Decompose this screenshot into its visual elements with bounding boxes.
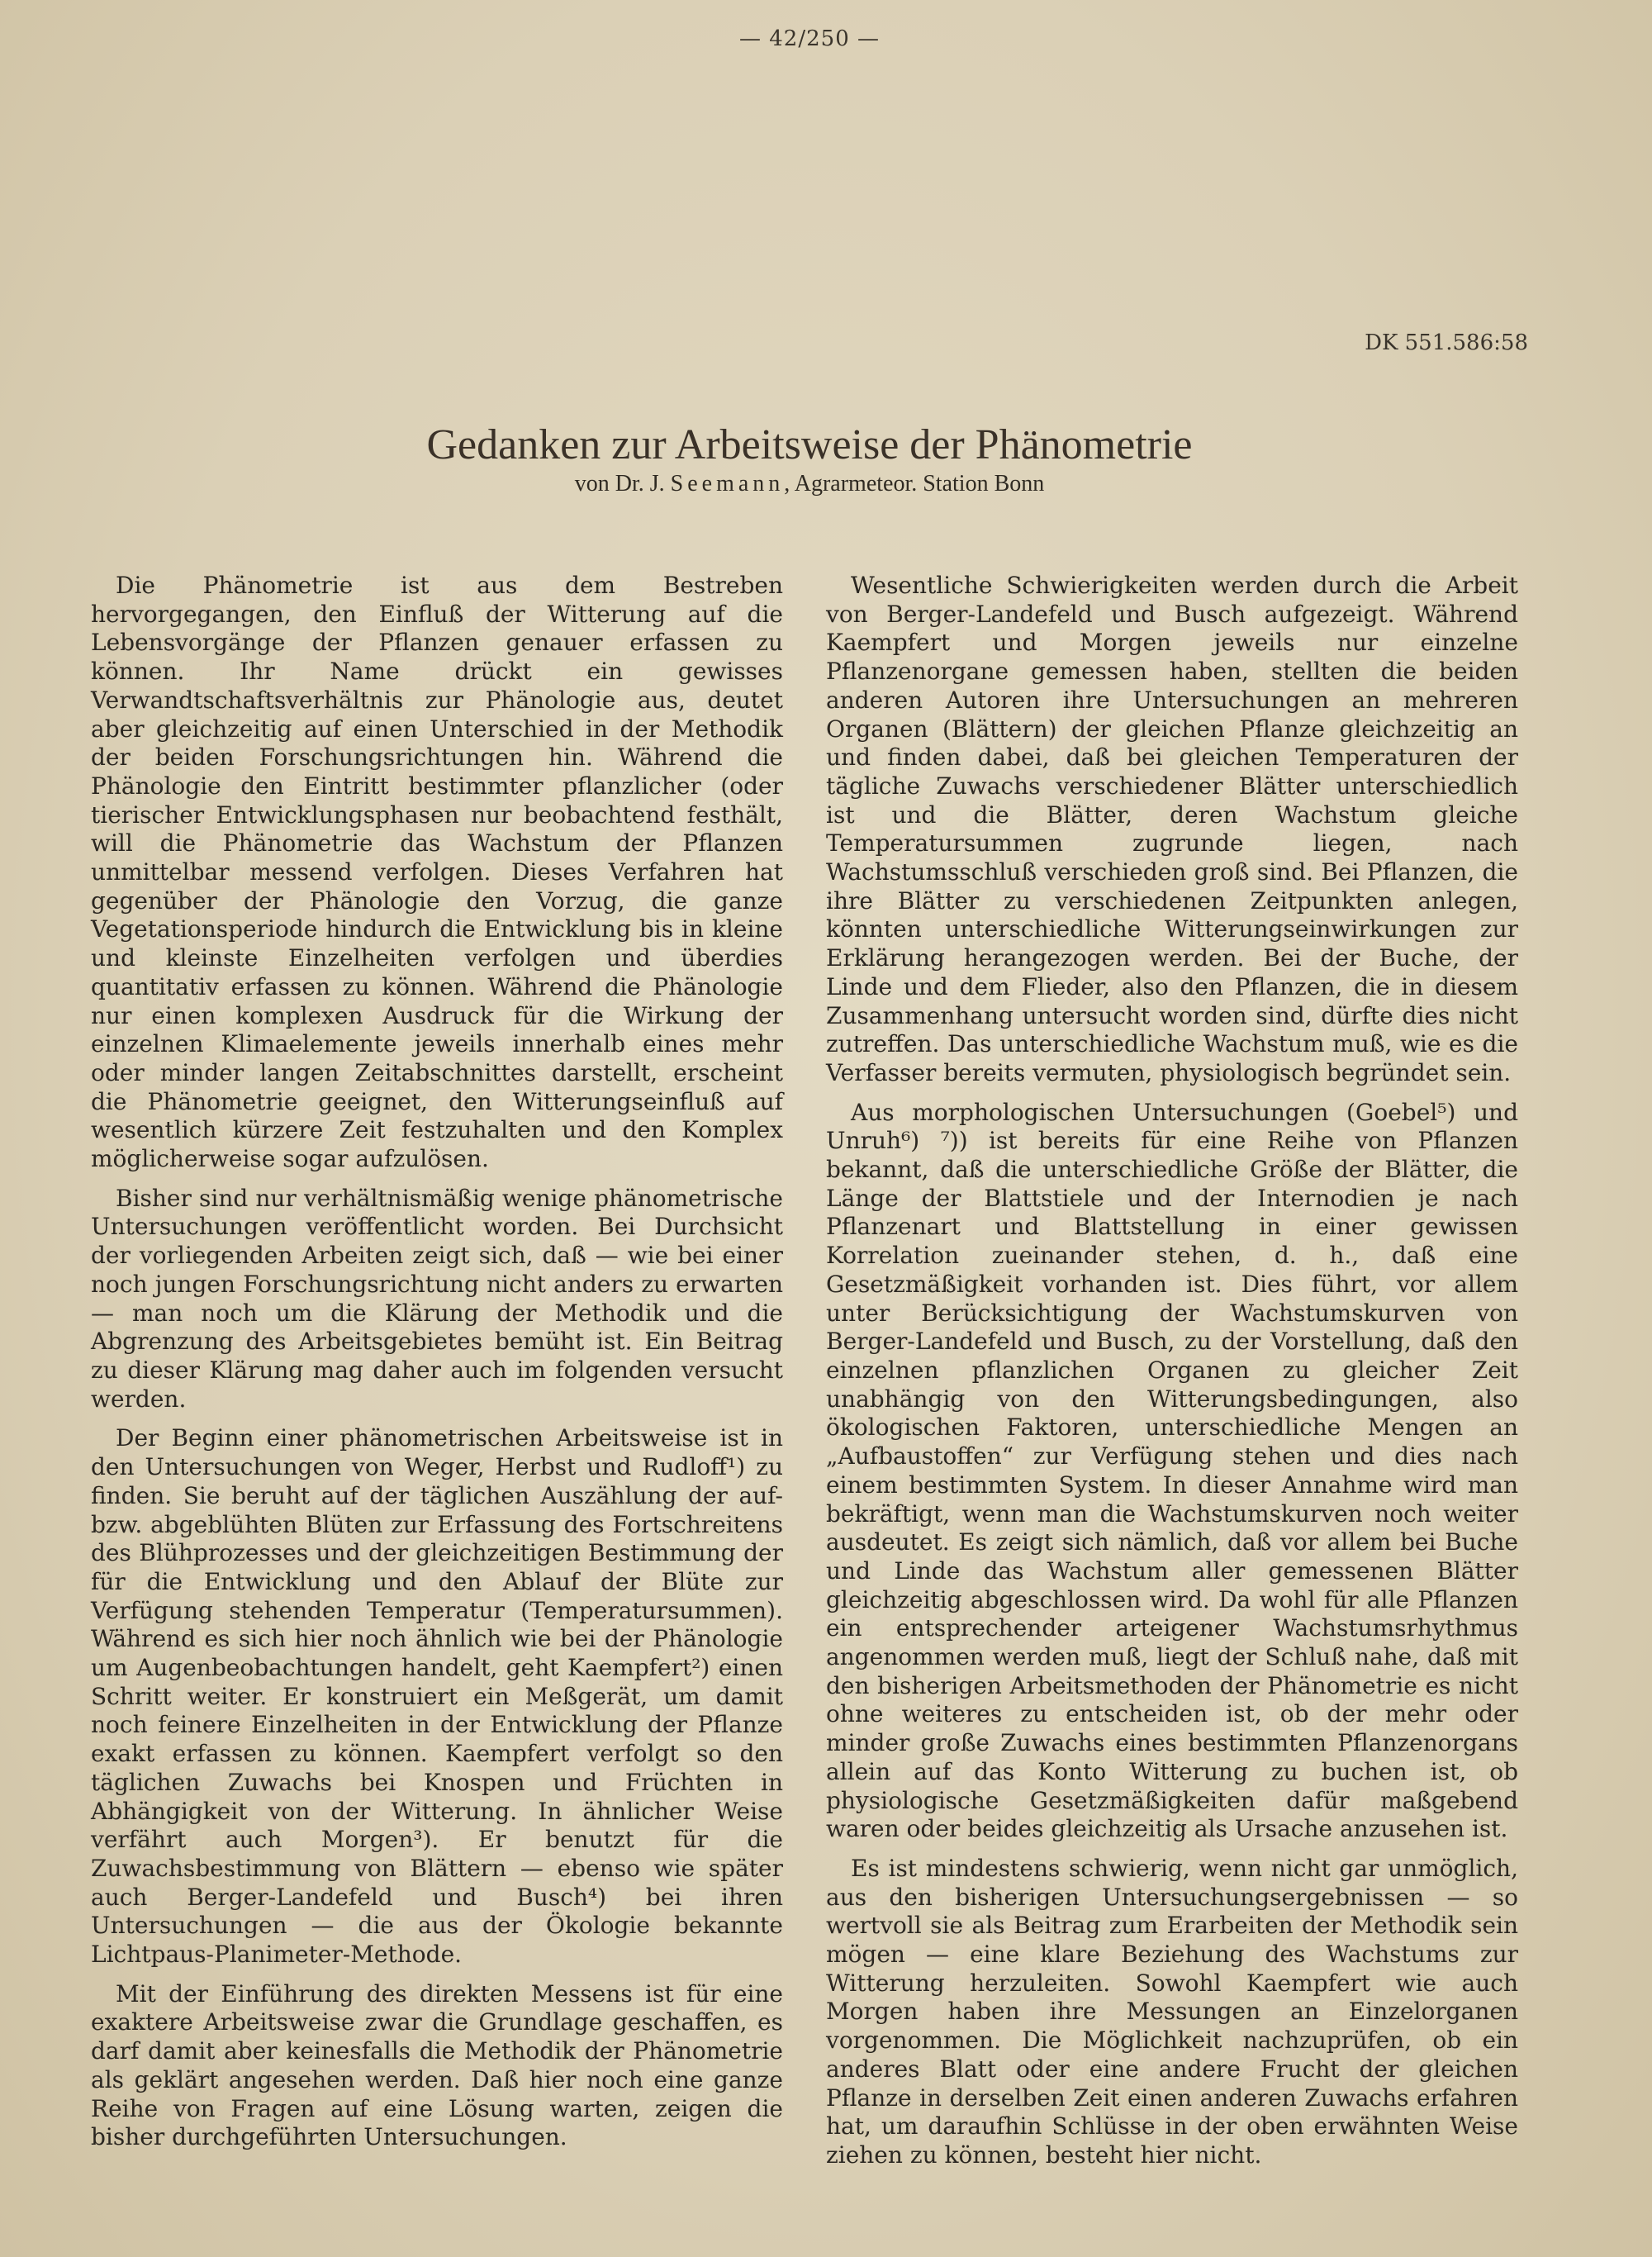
- paragraph: Aus morphologischen Untersuchungen (Goebel⁵) und Unruh⁶) ⁷)) ist bereits für eine Reihe von Pflanzen bekannt, daß die unterschiedliche Größe der Blätter, die Länge der Blattstiele und der Internodien je nach Pflanzenart und Blattstellung in einer gewissen Korrelation zueinander stehen, d. h., daß eine Gesetzmäßigkeit vorhanden ist. Dies führt, vor allem unter Berücksichtigung der Wachstumskurven von Berger-Landefeld und Busch, zu der Vorstellung, daß den einzelnen pflanzlichen Organen zu gleicher Zeit unabhängig von den Witterungsbedingungen, also ökologischen Faktoren, unterschiedliche Mengen an „Aufbaustoffen“ zur Verfügung stehen und dies nach einem bestimmten System. In dieser Annahme wird man bekräftigt, wenn man die Wachstumskurven noch weiter ausdeutet. Es zeigt sich nämlich, daß vor allem bei Buche und Linde das Wachstum aller gemessenen Blätter gleichzeitig abgeschlossen wird. Da wohl für alle Pflanzen ein entsprechender arteigener Wachstumsrhythmus angenommen werden muß, liegt der Schluß nahe, daß mit den bisherigen Arbeitsmethoden der Phänometrie es nicht ohne weiteres zu entscheiden ist, ob der mehr oder minder große Zuwachs eines bestimmten Pflanzenorgans allein auf das Konto Witterung zu buchen ist, ob physiologische Gesetzmäßigkeiten dafür maßgebend waren oder beides gleichzeitig als Ursache anzusehen ist.: [826, 1098, 1518, 1843]
- paragraph: Mit der Einführung des direkten Messens ist für eine exaktere Arbeitsweise zwar die Grundlage geschaffen, es darf damit aber keinesfalls die Methodik der Phänometrie als geklärt angesehen werden. Daß hier noch eine ganze Reihe von Fragen auf eine Lösung warten, zeigen die bisher durchgeführten Untersuchungen.: [91, 1979, 783, 2151]
- article-title: Gedanken zur Arbeitsweise der Phänometrie: [426, 421, 1193, 468]
- dk-classification: DK 551.586:58: [1365, 330, 1528, 355]
- paragraph: Der Beginn einer phänometrischen Arbeitsweise ist in den Untersuchungen von Weger, Herbst und Rudloff¹) zu finden. Sie beruht auf der täglichen Auszählung der auf- bzw. abgeblühten Blüten zur Erfassung des Fortschreitens des Blühprozesses und der gleichzeitigen Bestimmung der für die Entwicklung und den Ablauf der Blüte zur Verfügung stehenden Temperatur (Temperatursummen). Während es sich hier noch ähnlich wie bei der Phänologie um Augenbeobachtungen handelt, geht Kaempfert²) einen Schritt weiter. Er konstruiert ein Meßgerät, um damit noch feinere Einzelheiten in der Entwicklung der Pflanze exakt erfassen zu können. Kaempfert verfolgt so den täglichen Zuwachs bei Knospen und Früchten in Abhängigkeit von der Witterung. In ähnlicher Weise verfährt auch Morgen³). Er benutzt für die Zuwachsbestimmung von Blättern — ebenso wie später auch Berger-Landefeld und Busch⁴) bei ihren Untersuchungen — die aus der Ökologie bekannte Lichtpaus-Planimeter-Methode.: [91, 1424, 783, 1969]
- left-column: [91, 572, 783, 2163]
- byline-affiliation: , Agrarmeteor. Station Bonn: [784, 471, 1045, 497]
- byline: [0, 471, 1619, 497]
- paragraph: Wesentliche Schwierigkeiten werden durch die Arbeit von Berger-Landefeld und Busch aufgezeigt. Während Kaempfert und Morgen jeweils nur einzelne Pflanzenorgane gemessen haben, stellten die beiden anderen Autoren ihre Untersuchungen an mehreren Organen (Blättern) der gleichen Pflanze gleichzeitig an und finden dabei, daß bei gleichen Temperaturen der tägliche Zuwachs verschiedener Blätter unterschiedlich ist und die Blätter, deren Wachstum gleiche Temperatursummen zugrunde liegen, nach Wachstumsschluß verschieden groß sind. Bei Pflanzen, die ihre Blätter zu verschiedenen Zeitpunkten anlegen, könnten unterschiedliche Witterungseinwirkungen zur Erklärung herangezogen werden. Bei der Buche, der Linde und dem Flieder, also den Pflanzen, die in diesem Zusammenhang untersucht worden sind, dürfte dies nicht zutreffen. Das unterschiedliche Wachstum muß, wie es die Verfasser bereits vermuten, physiologisch begründet sein.: [826, 572, 1518, 1086]
- page-number: — 42/250 —: [739, 26, 880, 51]
- paragraph: Bisher sind nur verhältnismäßig wenige phänometrische Untersuchungen veröffentlicht worden. Bei Durchsicht der vorliegenden Arbeiten zeigt sich, daß — wie bei einer noch jungen Forschungsrichtung nicht anders zu erwarten — man noch um die Klärung der Methodik und die Abgrenzung des Arbeitsgebietes bemüht ist. Ein Beitrag zu dieser Klärung mag daher auch im folgenden versucht werden.: [91, 1184, 783, 1413]
- paragraph: Die Phänometrie ist aus dem Bestreben hervorgegangen, den Einfluß der Witterung auf die Lebensvorgänge der Pflanzen genauer erfassen zu können. Ihr Name drückt ein gewisses Verwandtschaftsverhältnis zur Phänologie aus, deutet aber gleichzeitig auf einen Unterschied in der Methodik der beiden Forschungsrichtungen hin. Während die Phänologie den Eintritt bestimmter pflanzlicher (oder tierischer Entwicklungsphasen nur beobachtend festhält, will die Phänometrie das Wachstum der Pflanzen unmittelbar messend verfolgen. Dieses Verfahren hat gegenüber der Phänologie den Vorzug, die ganze Vegetationsperiode hindurch die Entwicklung bis in kleine und kleinste Einzelheiten verfolgen und überdies quantitativ erfassen zu können. Während die Phänologie nur einen komplexen Ausdruck für die Wirkung der einzelnen Klimaelemente jeweils innerhalb eines mehr oder minder langen Zeitabschnittes darstellt, erscheint die Phänometrie geeignet, den Witterungseinfluß auf wesentlich kürzere Zeit festzuhalten und den Komplex möglicherweise sogar aufzulösen.: [91, 572, 783, 1173]
- right-column: [826, 572, 1518, 2181]
- paragraph: Es ist mindestens schwierig, wenn nicht gar unmöglich, aus den bisherigen Untersuchungsergebnissen — so wertvoll sie als Beitrag zum Erarbeiten der Methodik sein mögen — eine klare Beziehung des Wachstums zur Witterung herzuleiten. Sowohl Kaempfert wie auch Morgen haben ihre Messungen an Einzelorganen vorgenommen. Die Möglichkeit nachzuprüfen, ob ein anderes Blatt oder eine andere Frucht der gleichen Pflanze in derselben Zeit einen anderen Zuwachs erfahren hat, um daraufhin Schlüsse in der oben erwähnten Weise ziehen zu können, besteht hier nicht.: [826, 1854, 1518, 2169]
- byline-prefix: von Dr. J.: [574, 471, 671, 497]
- byline-author: Seemann: [670, 471, 785, 497]
